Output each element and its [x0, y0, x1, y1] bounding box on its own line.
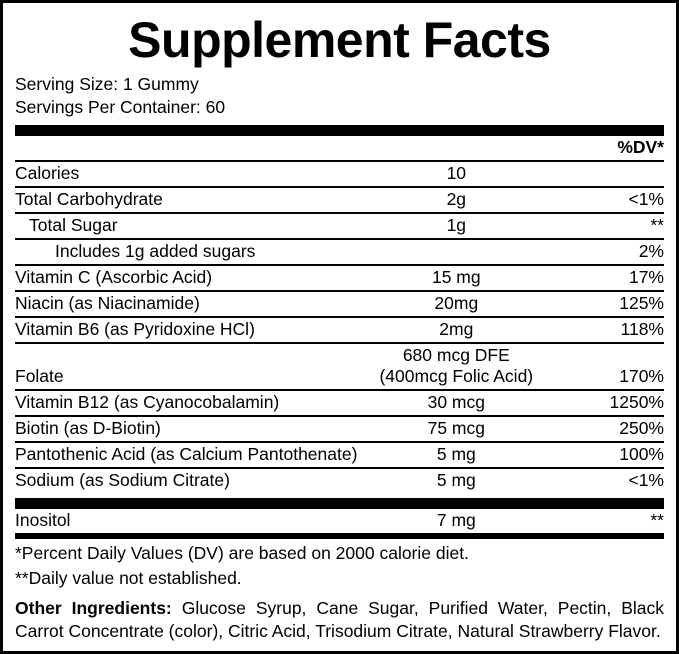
table-row: [15, 390, 664, 416]
row-dv: 170%: [547, 343, 664, 390]
row-name: Sodium (as Sodium Citrate): [15, 469, 230, 490]
row-amount: 7 mg: [436, 509, 476, 530]
row-amount: 2mg: [365, 317, 547, 343]
divider-thick-middle: [15, 498, 664, 509]
footnote-not-established: **Daily value not established.: [15, 568, 242, 589]
row-amount: 5 mg: [436, 469, 476, 490]
row-amount: 10: [365, 161, 547, 187]
table-row: [15, 416, 664, 442]
header-blank: [15, 136, 365, 161]
table-row: [15, 468, 664, 493]
table-row: [15, 239, 664, 265]
row-amount: 2g: [365, 187, 547, 213]
nutrition-table-secondary: [15, 509, 664, 533]
row-dv: 125%: [547, 291, 664, 317]
row-amount: [365, 239, 547, 265]
row-name: Vitamin B12 (as Cyanocobalamin): [15, 390, 365, 416]
row-dv: 118%: [547, 317, 664, 343]
row-dv: [547, 161, 664, 187]
other-ingredients-label: Other Ingredients:: [15, 598, 172, 619]
other-ingredients-text: Glucose Syrup, Cane Sugar, Purified Water, Pectin, Black Carrot Concentrate (color), Citric Acid, Trisodium Citrate, Natural Strawberry Flavor.: [15, 598, 664, 641]
row-dv: 17%: [547, 265, 664, 291]
dv-header: %DV*: [547, 136, 664, 161]
row-name: Inositol: [15, 509, 71, 530]
row-name: Calories: [15, 161, 365, 187]
row-name: Biotin (as D-Biotin): [15, 416, 365, 442]
serving-size: Serving Size: 1 Gummy: [15, 74, 199, 94]
row-amount-line2: (400mcg Folic Acid): [379, 365, 534, 386]
row-name: Pantothenic Acid (as Calcium Pantothenate): [15, 442, 365, 468]
table-row: [15, 213, 664, 239]
row-amount: [365, 343, 547, 390]
divider-thick-top: [15, 125, 664, 136]
row-amount: 30 mcg: [365, 390, 547, 416]
row-dv: <1%: [547, 187, 664, 213]
row-name: Total Sugar: [15, 213, 365, 239]
page-title: Supplement Facts: [128, 12, 551, 68]
divider-medium-bottom: [15, 533, 664, 539]
row-name: Vitamin C (Ascorbic Acid): [15, 265, 365, 291]
table-row: [15, 442, 664, 468]
row-name: Vitamin B6 (as Pyridoxine HCl): [15, 317, 365, 343]
row-dv: 1250%: [547, 390, 664, 416]
row-dv: 250%: [547, 416, 664, 442]
row-amount: 1g: [365, 213, 547, 239]
table-row: [15, 187, 664, 213]
table-header-row: [15, 136, 664, 161]
nutrition-table: [15, 136, 664, 493]
row-name: Includes 1g added sugars: [15, 239, 365, 265]
row-amount: 15 mg: [365, 265, 547, 291]
row-amount: 75 mcg: [365, 416, 547, 442]
footnote-daily-values: *Percent Daily Values (DV) are based on 2000 calorie diet.: [15, 542, 469, 563]
header-amount: [365, 136, 547, 161]
table-row: [15, 509, 664, 533]
row-dv: 2%: [547, 239, 664, 265]
row-name: Total Carbohydrate: [15, 187, 365, 213]
table-row: [15, 265, 664, 291]
other-ingredients: [15, 597, 664, 642]
table-row: [15, 317, 664, 343]
row-amount: 5 mg: [365, 442, 547, 468]
row-dv: **: [650, 509, 664, 530]
servings-per-container: Servings Per Container: 60: [15, 97, 226, 118]
row-name: Folate: [15, 343, 365, 390]
table-row: [15, 343, 664, 390]
table-row: [15, 161, 664, 187]
row-amount-line1: 680 mcg DFE: [402, 344, 510, 365]
row-dv: <1%: [628, 469, 664, 490]
row-dv: **: [547, 213, 664, 239]
row-amount: 20mg: [365, 291, 547, 317]
row-dv: 100%: [547, 442, 664, 468]
table-row: [15, 291, 664, 317]
row-name: Niacin (as Niacinamide): [15, 291, 365, 317]
